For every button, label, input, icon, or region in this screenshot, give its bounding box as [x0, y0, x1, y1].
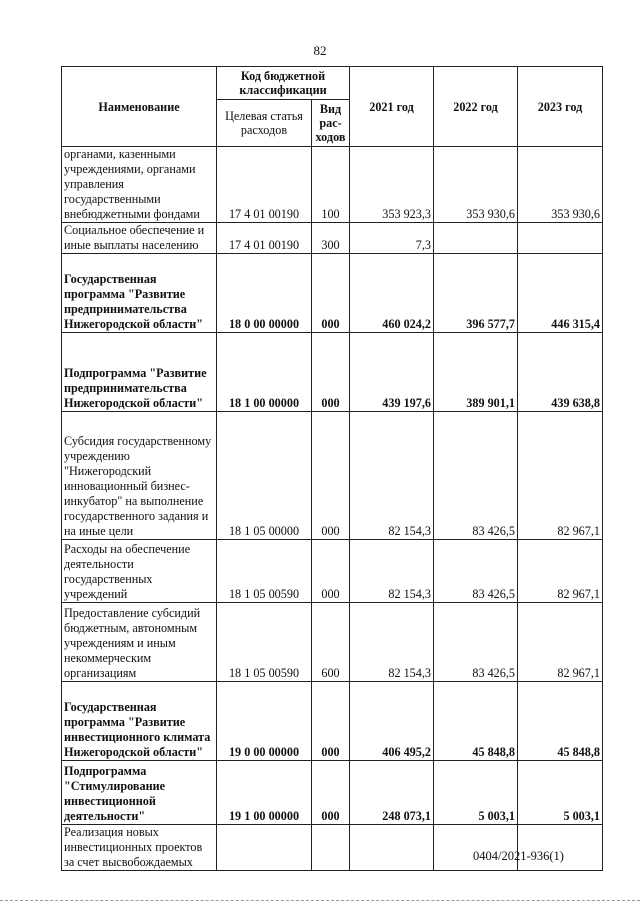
row-expense-type-cell: 000: [312, 254, 350, 333]
row-target-code-cell: 18 1 05 00590: [217, 603, 312, 682]
row-expense-type-cell: 000: [312, 333, 350, 412]
row-name-cell: органами, казенными учреждениями, органами управления государственными внебюджетными фондами: [62, 147, 217, 223]
row-name-cell: Расходы на обеспечение деятельности государственных учреждений: [62, 540, 217, 603]
row-2023-cell: 82 967,1: [518, 603, 603, 682]
row-2021-cell: 7,3: [350, 223, 434, 254]
row-expense-type-cell: 000: [312, 412, 350, 540]
row-name-cell: Предоставление субсидий бюджетным, автономным учреждениям и иным некоммерческим организациям: [62, 603, 217, 682]
row-2023-cell: 82 967,1: [518, 412, 603, 540]
table-row: [62, 223, 603, 254]
row-2023-cell: 353 930,6: [518, 147, 603, 223]
row-name-cell: Государственная программа "Развитие инвестиционного климата Нижегородской области": [62, 682, 217, 761]
row-expense-type-cell: 300: [312, 223, 350, 254]
table-row: [62, 412, 603, 540]
header-2023: 2023 год: [518, 67, 603, 147]
page-number: 82: [313, 43, 327, 58]
row-2022-cell: 83 426,5: [434, 540, 518, 603]
row-expense-type-cell: 600: [312, 603, 350, 682]
row-2021-cell: [350, 825, 434, 871]
table-row: [62, 540, 603, 603]
row-2021-cell: 82 154,3: [350, 540, 434, 603]
table-row: [62, 682, 603, 761]
row-2021-cell: 406 495,2: [350, 682, 434, 761]
row-name-cell: Подпрограмма "Стимулирование инвестиционной деятельности": [62, 761, 217, 825]
table-row: [62, 603, 603, 682]
header-target-item: Целевая статья расходов: [217, 100, 312, 147]
row-expense-type-cell: 000: [312, 540, 350, 603]
row-2022-cell: [434, 223, 518, 254]
row-2021-cell: 248 073,1: [350, 761, 434, 825]
row-name-cell: Субсидия государственному учреждению "Нижегородский инновационный бизнес-инкубатор" на выполнение государственного задания и на иные цели: [62, 412, 217, 540]
row-target-code-cell: 18 1 05 00000: [217, 412, 312, 540]
row-2021-cell: 82 154,3: [350, 412, 434, 540]
row-2023-cell: 446 315,4: [518, 254, 603, 333]
row-2023-cell: 45 848,8: [518, 682, 603, 761]
row-2022-cell: 45 848,8: [434, 682, 518, 761]
row-target-code-cell: 18 1 05 00590: [217, 540, 312, 603]
row-2023-cell: [518, 223, 603, 254]
row-2021-cell: 82 154,3: [350, 603, 434, 682]
row-name-cell: Социальное обеспечение и иные выплаты населению: [62, 223, 217, 254]
row-2022-cell: 396 577,7: [434, 254, 518, 333]
row-2021-cell: 439 197,6: [350, 333, 434, 412]
row-2022-cell: 83 426,5: [434, 412, 518, 540]
row-2023-cell: 439 638,8: [518, 333, 603, 412]
row-expense-type-cell: 000: [312, 682, 350, 761]
table-row: [62, 254, 603, 333]
header-2021: 2021 год: [350, 67, 434, 147]
document-code: 0404/2021-936(1): [473, 849, 564, 863]
row-2021-cell: 460 024,2: [350, 254, 434, 333]
header-budget-code: Код бюджетной классификации: [217, 67, 350, 100]
row-target-code-cell: 19 0 00 00000: [217, 682, 312, 761]
row-target-code-cell: [217, 825, 312, 871]
row-2022-cell: 353 930,6: [434, 147, 518, 223]
row-2022-cell: 5 003,1: [434, 761, 518, 825]
row-expense-type-cell: 100: [312, 147, 350, 223]
header-name: Наименование: [62, 67, 217, 147]
row-2023-cell: 82 967,1: [518, 540, 603, 603]
table-row: [62, 333, 603, 412]
row-2023-cell: 5 003,1: [518, 761, 603, 825]
header-expense-type: Вид рас-ходов: [312, 100, 350, 147]
row-target-code-cell: 18 1 00 00000: [217, 333, 312, 412]
row-target-code-cell: 17 4 01 00190: [217, 147, 312, 223]
table-row: [62, 147, 603, 223]
page-bottom-edge: [0, 900, 640, 901]
row-name-cell: Государственная программа "Развитие предпринимательства Нижегородской области": [62, 254, 217, 333]
row-expense-type-cell: [312, 825, 350, 871]
row-2022-cell: 83 426,5: [434, 603, 518, 682]
row-2021-cell: 353 923,3: [350, 147, 434, 223]
header-2022: 2022 год: [434, 67, 518, 147]
row-target-code-cell: 19 1 00 00000: [217, 761, 312, 825]
row-expense-type-cell: 000: [312, 761, 350, 825]
budget-table: [61, 66, 603, 871]
row-target-code-cell: 17 4 01 00190: [217, 223, 312, 254]
table-row: [62, 761, 603, 825]
row-target-code-cell: 18 0 00 00000: [217, 254, 312, 333]
row-name-cell: Подпрограмма "Развитие предпринимательства Нижегородской области": [62, 333, 217, 412]
row-name-cell: Реализация новых инвестиционных проектов за счет высвобождаемых: [62, 825, 217, 871]
row-2022-cell: 389 901,1: [434, 333, 518, 412]
